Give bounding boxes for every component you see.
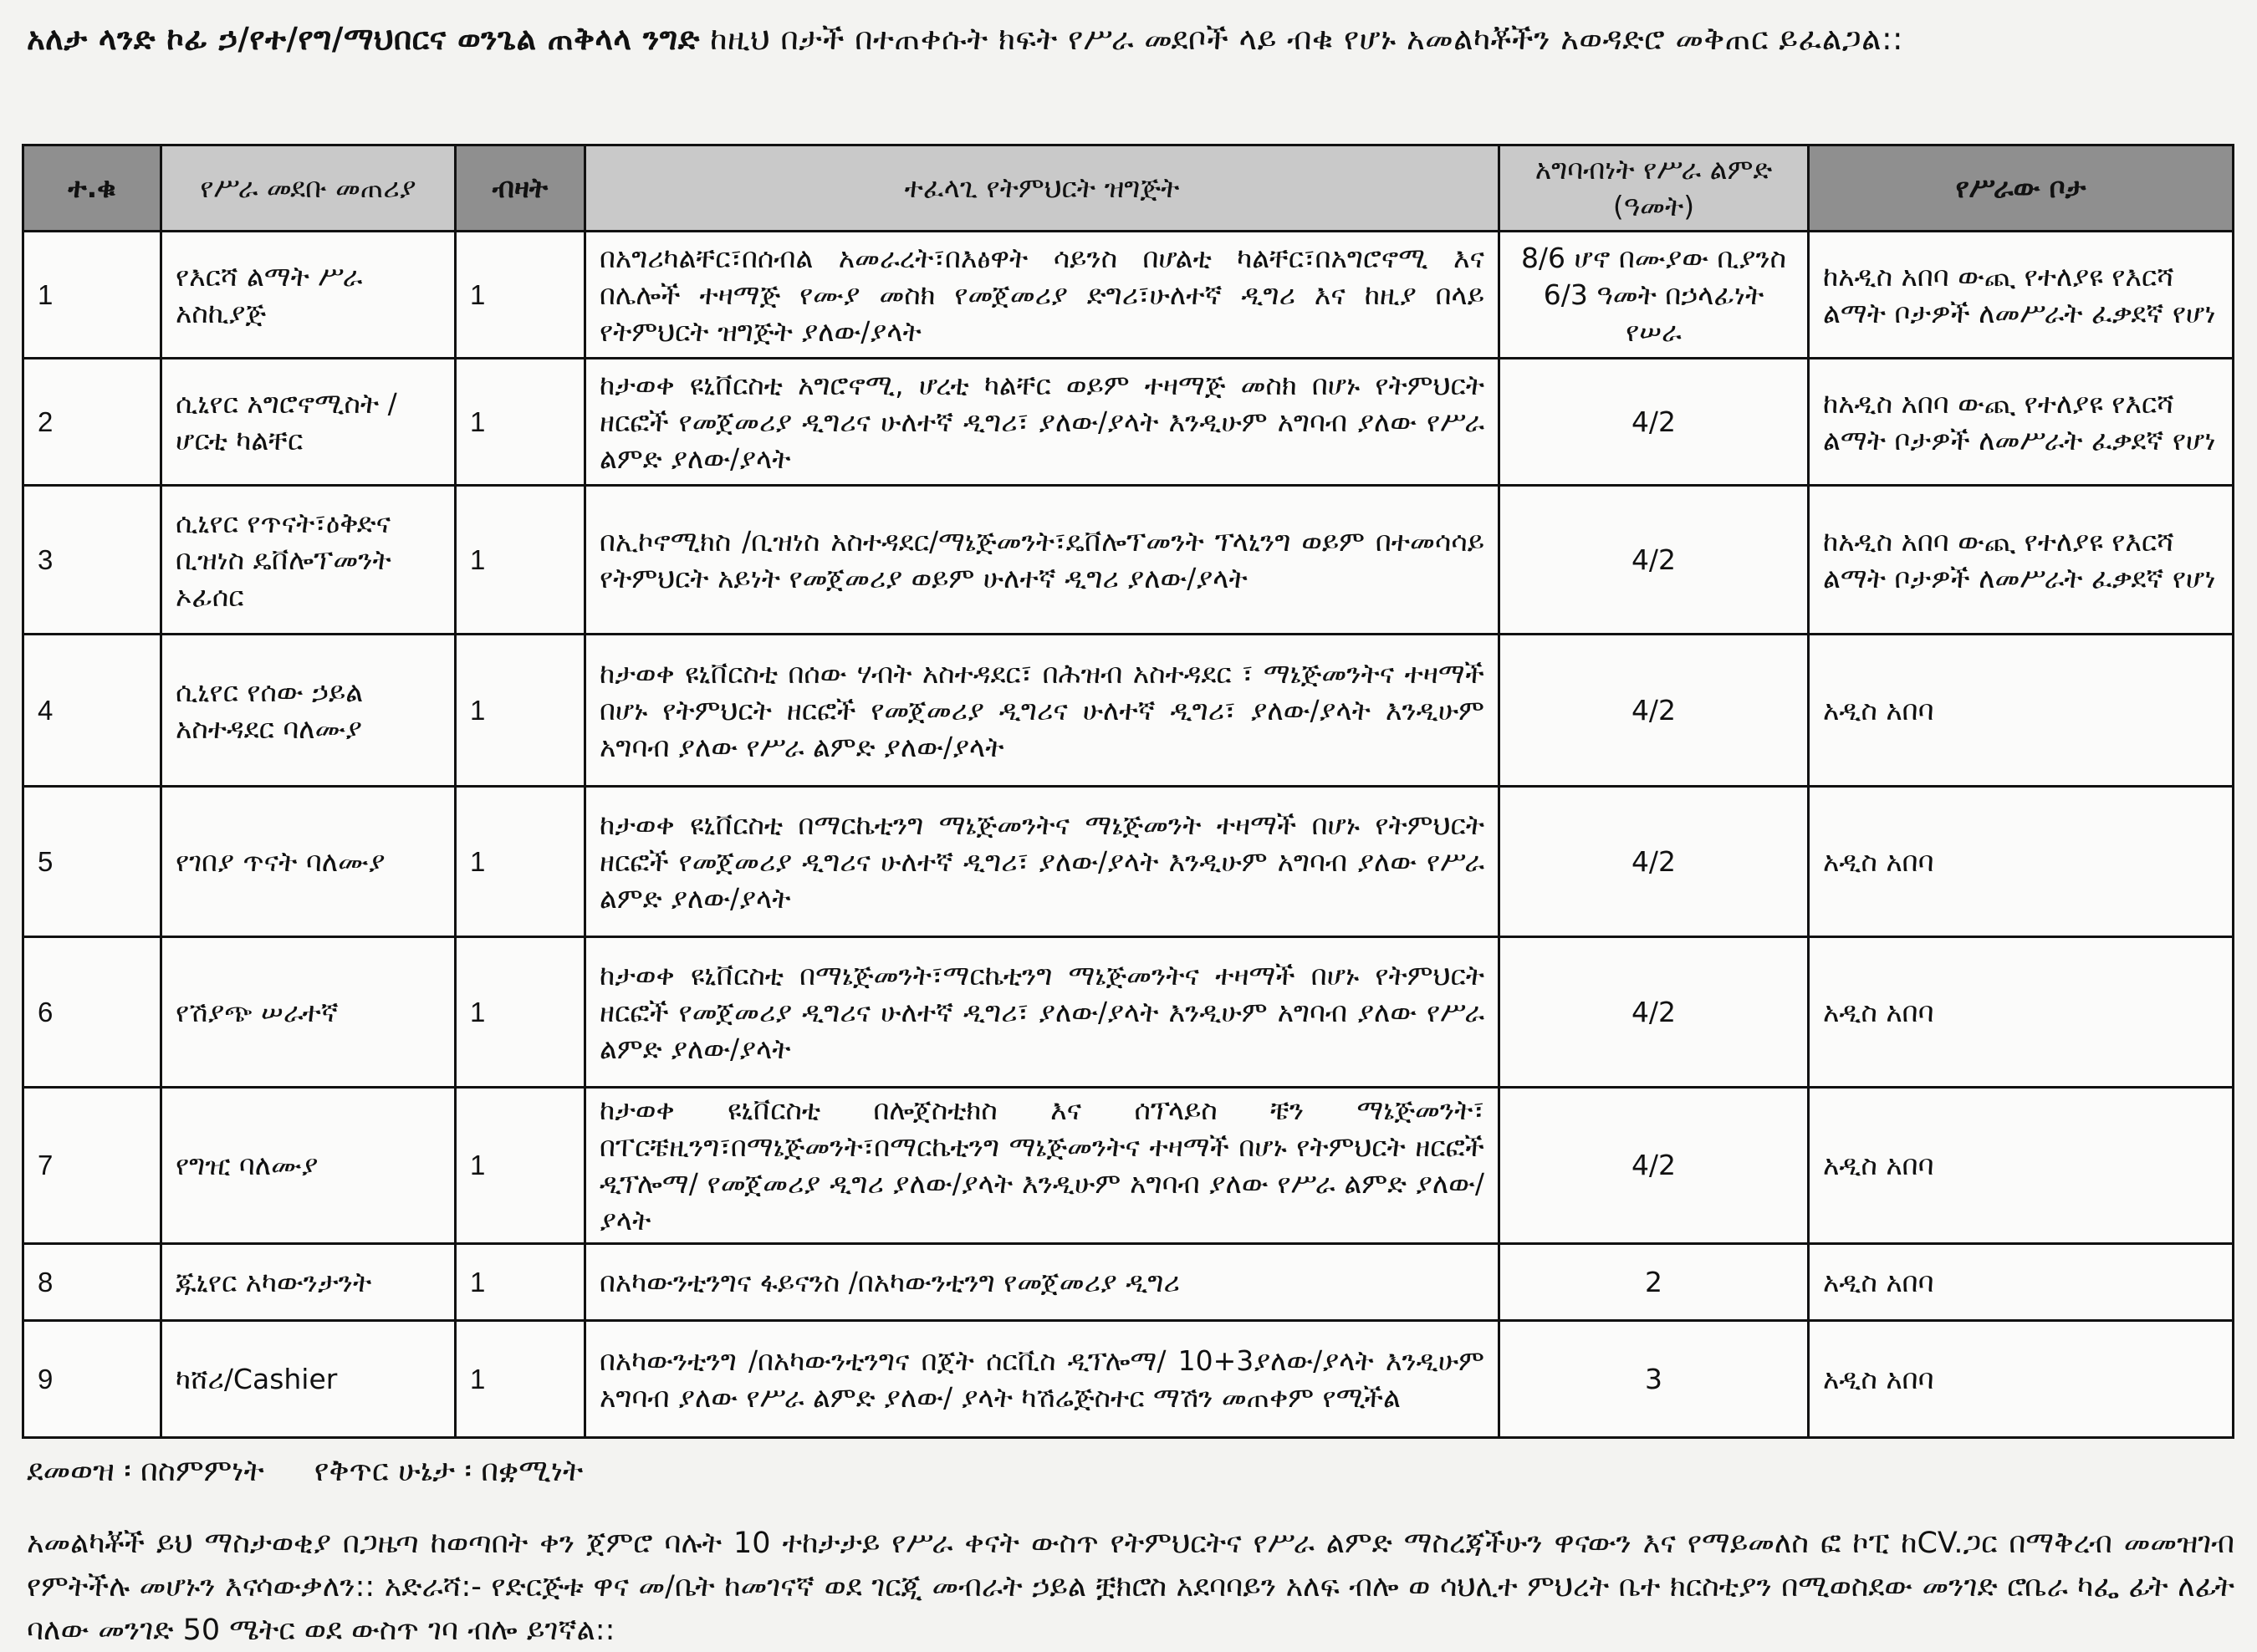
header-no: ተ.ቁ <box>23 145 161 232</box>
table-row <box>23 232 2234 359</box>
row-location: አዲስ አበባ <box>1809 1244 2234 1321</box>
table-row <box>23 1321 2234 1438</box>
row-no: 3 <box>23 486 161 635</box>
salary-text: ደመወዝ ፡ በስምምነት <box>27 1454 264 1488</box>
header-location: የሥራው ቦታ <box>1809 145 2234 232</box>
row-title: ጁኒየር አካውንታንት <box>161 1244 456 1321</box>
row-count: 1 <box>456 359 585 486</box>
row-count: 1 <box>456 1244 585 1321</box>
row-no: 4 <box>23 635 161 787</box>
row-qualification: በአካውንቲንግና ፋይናንስ /በአካውንቲንግ የመጀመሪያ ዲግሪ <box>585 1244 1499 1321</box>
row-title: ሲኒየር የሰው ኃይል አስተዳደር ባለሙያ <box>161 635 456 787</box>
table-row <box>23 635 2234 787</box>
company-name: አለታ ላንድ ኮፊ ኃ/የተ/የግ/ማህበርና ወንጌል ጠቅላላ ንግድ <box>27 21 700 57</box>
row-experience: 8/6 ሆኖ በሙያው ቢያንስ 6/3 ዓመት በኃላፊነት የሠራ <box>1499 232 1809 359</box>
row-count: 1 <box>456 937 585 1088</box>
application-instructions: አመልካቾች ይህ ማስታወቂያ በጋዜጣ ከወጣበት ቀን ጀምሮ ባሉት 10 ተከታታይ የሥራ ቀናት ውስጥ የትምህርትና የሥራ ልምድ ማስረጃችሁን ዋናውን እና የማይመለስ ፎ ኮፒ ከCV.ጋር በማቅረብ መመዝገብ የምትችሉ መሆኑን እናሳውቃለን:: አድራሻ:- የድርጅቱ ዋና መ/ቤት ከመገናኛ ወደ ገርጂ መብራት ኃይል ቿክሮስ አደባባይን አለፍ ብሎ ወ ሳህሊተ ምህረት ቤተ ክርስቲያን በሚወስደው መንገድ ሮቤራ ካፌ ፊት ለፊት ባለው መንገድ 50 ሜትር ወደ ውስጥ ገባ ብሎ ይገኛል:: <box>27 1527 2234 1647</box>
row-no: 9 <box>23 1321 161 1438</box>
row-count: 1 <box>456 232 585 359</box>
table-row <box>23 1244 2234 1321</box>
row-title: ሲኒየር የጥናት፣ዕቅድና ቢዝነስ ዴቨሎፕመንት ኦፊሰር <box>161 486 456 635</box>
row-no: 5 <box>23 787 161 937</box>
intro-text: ከዚህ በታች በተጠቀሱት ክፍት የሥራ መደቦች ላይ ብቁ የሆኑ አመልካቾችን አወዳድሮ መቅጠር ይፈልጋል:: <box>699 21 1903 57</box>
row-qualification: ከታወቀ ዩኒቨርስቲ በማኔጅመንት፣ማርኬቲንግ ማኔጅመንትና ተዛማች በሆኑ የትምህርት ዘርፎች የመጀመሪያ ዲግሪና ሁለተኛ ዲግሪ፣ ያለው/ያላት እንዲሁም አግባብ ያለው የሥራ ልምድ ያለው/ያላት <box>585 937 1499 1088</box>
row-location: አዲስ አበባ <box>1809 1088 2234 1244</box>
row-location: ከአዲስ አበባ ውጪ የተለያዩ የእርሻ ልማት ቦታዎች ለመሥራት ፈቃደኛ የሆነ <box>1809 359 2234 486</box>
vacancy-table <box>22 144 2234 1439</box>
row-qualification: ከታወቀ ዩኒቨርስቲ አግሮኖሚ, ሆረቲ ካልቸር ወይም ተዛማጅ መስክ በሆኑ የትምህርት ዘርፎች የመጀመሪያ ዲግሪና ሁለተኛ ዲግሪ፣ ያለው/ያላት እንዲሁም አግባብ ያለው የሥራ ልምድ ያለው/ያላት <box>585 359 1499 486</box>
row-location: አዲስ አበባ <box>1809 1321 2234 1438</box>
intro-paragraph <box>27 17 2234 62</box>
header-qualification: ተፈላጊ የትምህርት ዝግጅት <box>585 145 1499 232</box>
row-qualification: ከታወቀ ዩኒቨርስቲ በሰው ሃብት አስተዳደር፣ በሕዝብ አስተዳደር ፣ ማኔጅመንትና ተዛማች በሆኑ የትምህርት ዘርፎች የመጀመሪያ ዲግሪና ሁለተኛ ዲግሪ፣ ያለው/ያላት እንዲሁም አግባብ ያለው የሥራ ልምድ ያለው/ያላት <box>585 635 1499 787</box>
employment-type-text: የቅጥር ሁኔታ ፡ በቋሚነት <box>314 1454 584 1488</box>
row-qualification: በኢኮኖሚክስ /ቢዝነስ አስተዳደር/ማኔጅመንት፣ዴቨሎፕመንት ፕላኒንግ ወይም በተመሳሳይ የትምህርት አይነት የመጀመሪያ ወይም ሁለተኛ ዲግሪ ያለው/ያላት <box>585 486 1499 635</box>
row-experience: 4/2 <box>1499 787 1809 937</box>
row-no: 6 <box>23 937 161 1088</box>
row-experience: 4/2 <box>1499 486 1809 635</box>
row-location: ከአዲስ አበባ ውጪ የተለያዩ የእርሻ ልማት ቦታዎች ለመሥራት ፈቃደኛ የሆነ <box>1809 232 2234 359</box>
row-no: 2 <box>23 359 161 486</box>
row-experience: 4/2 <box>1499 359 1809 486</box>
terms-line <box>27 1451 583 1492</box>
row-experience: 4/2 <box>1499 635 1809 787</box>
row-count: 1 <box>456 1088 585 1244</box>
header-experience: አግባብነት የሥራ ልምድ (ዓመት) <box>1499 145 1809 232</box>
table-row <box>23 486 2234 635</box>
table-row <box>23 787 2234 937</box>
row-count: 1 <box>456 635 585 787</box>
row-title: የገበያ ጥናት ባለሙያ <box>161 787 456 937</box>
row-location: አዲስ አበባ <box>1809 937 2234 1088</box>
row-qualification: በአግሪካልቸር፣በሰብል አመራረት፣በእፅዋት ሳይንስ በሆልቲ ካልቸር፣በአግሮኖሚ እና በሌሎች ተዛማጅ የሙያ መስክ የመጀመሪያ ድግሪ፣ሁለተኛ ዲግሪ እና ከዚያ በላይ የትምህርት ዝግጅት ያለው/ያላት <box>585 232 1499 359</box>
row-title: የሽያጭ ሠራተኛ <box>161 937 456 1088</box>
row-location: አዲስ አበባ <box>1809 787 2234 937</box>
row-experience: 2 <box>1499 1244 1809 1321</box>
header-count: ብዛት <box>456 145 585 232</box>
row-count: 1 <box>456 1321 585 1438</box>
row-title: የግዢ ባለሙያ <box>161 1088 456 1244</box>
row-qualification: በአካውንቲንግ /በአካውንቲንግና በጀት ሰርቪስ ዲፕሎማ/ 10+3ያለው/ያላት እንዲሁም አግባብ ያለው የሥራ ልምድ ያለው/ ያላት ካሽሬጅስተር ማሽን መጠቀም የሚችል <box>585 1321 1499 1438</box>
row-qualification: ከታወቀ ዩኒቨርስቲ በማርኬቲንግ ማኔጅመንትና ማኔጅመንት ተዛማች በሆኑ የትምህርት ዘርፎች የመጀመሪያ ዲግሪና ሁለተኛ ዲግሪ፣ ያለው/ያላት እንዲሁም አግባብ ያለው የሥራ ልምድ ያለው/ያላት <box>585 787 1499 937</box>
row-title: ሲኒየር አግሮኖሚስት / ሆርቲ ካልቸር <box>161 359 456 486</box>
row-location: አዲስ አበባ <box>1809 635 2234 787</box>
row-no: 7 <box>23 1088 161 1244</box>
row-experience: 3 <box>1499 1321 1809 1438</box>
row-title: ካሸሪ/Cashier <box>161 1321 456 1438</box>
table-header-row <box>23 145 2234 232</box>
row-no: 1 <box>23 232 161 359</box>
row-location: ከአዲስ አበባ ውጪ የተለያዩ የእርሻ ልማት ቦታዎች ለመሥራት ፈቃደኛ የሆነ <box>1809 486 2234 635</box>
row-count: 1 <box>456 787 585 937</box>
table-row <box>23 359 2234 486</box>
header-title: የሥራ መደቡ መጠሪያ <box>161 145 456 232</box>
row-qualification: ከታወቀ ዩኒቨርስቲ በሎጀስቲክስ እና ሰፕላይስ ቼን ማኔጅመንት፣ በፐርቼዚንግ፣በማኔጅመንት፣በማርኬቲንግ ማኔጅመንትና ተዛማች በሆኑ የትምህርት ዘርፎች ዲፕሎማ/ የመጀመሪያ ዲግሪ ያለው/ያላት እንዲሁም አግባብ ያለው የሥራ ልምድ ያለው/ያላት <box>585 1088 1499 1244</box>
table-row <box>23 1088 2234 1244</box>
row-no: 8 <box>23 1244 161 1321</box>
row-title: የእርሻ ልማት ሥራ አስኪያጅ <box>161 232 456 359</box>
row-experience: 4/2 <box>1499 937 1809 1088</box>
row-experience: 4/2 <box>1499 1088 1809 1244</box>
table-row <box>23 937 2234 1088</box>
row-count: 1 <box>456 486 585 635</box>
